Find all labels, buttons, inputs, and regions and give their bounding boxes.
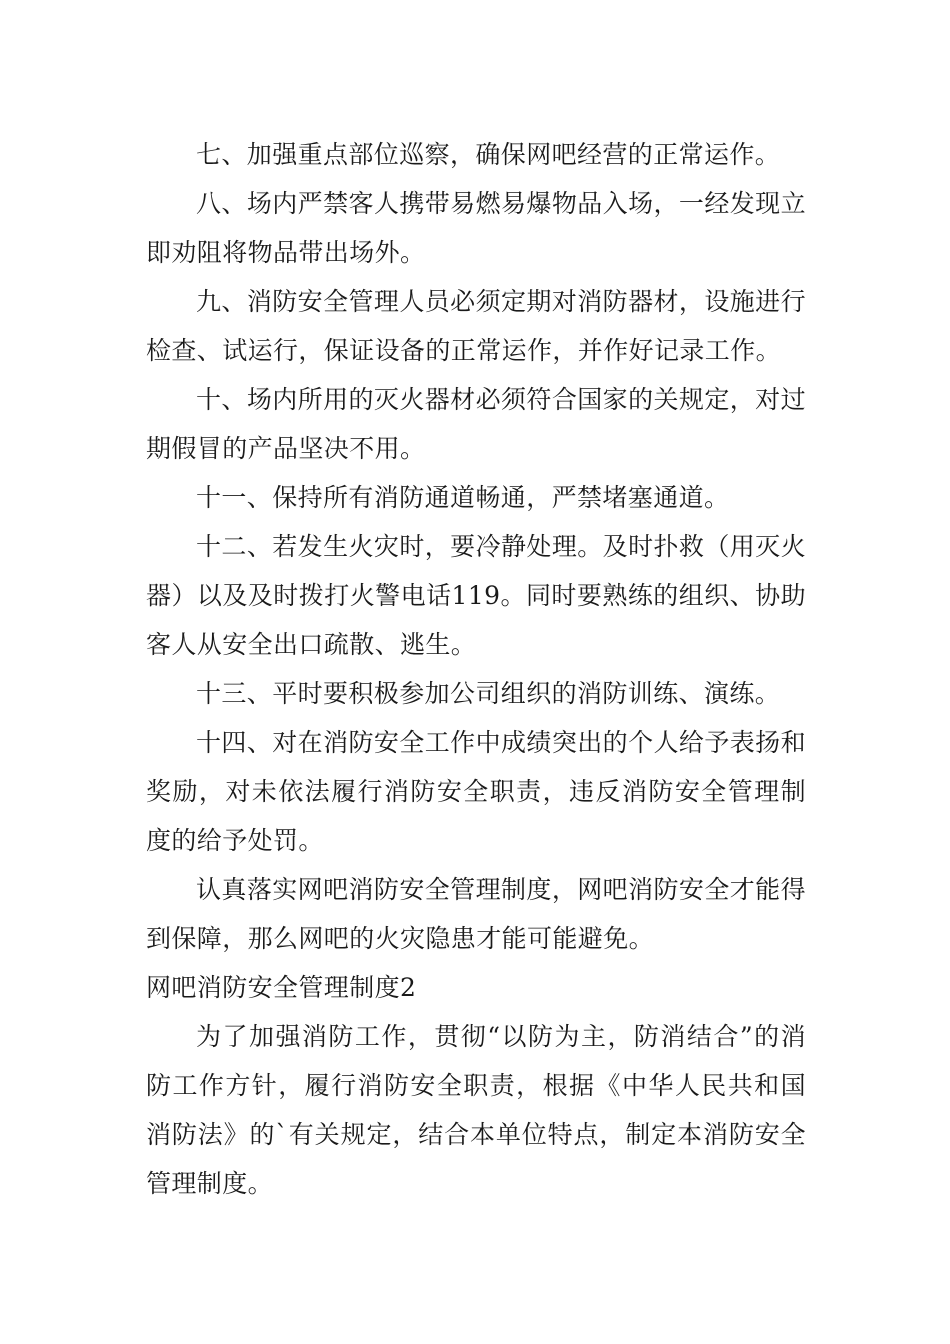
- intro-paragraph: 为了加强消防工作，贯彻“以防为主，防消结合”的消防工作方针，履行消防安全职责，根据《中华人民共和国消防法》的`有关规定，结合本单位特点，制定本消防安全管理制度。: [146, 1022, 806, 1198]
- paragraph-item-11: 十一、保持所有消防通道畅通，严禁堵塞通道。: [196, 483, 730, 512]
- closing-paragraph: 认真落实网吧消防安全管理制度，网吧消防安全才能得到保障，那么网吧的火灾隐患才能可能避免。: [146, 875, 806, 953]
- paragraph-item-10: 十、场内所用的灭火器材必须符合国家的关规定，对过期假冒的产品坚决不用。: [146, 385, 806, 463]
- paragraph-item-13: 十三、平时要积极参加公司组织的消防训练、演练。: [196, 679, 781, 708]
- paragraph-item-14: 十四、对在消防安全工作中成绩突出的个人给予表扬和奖励，对未依法履行消防安全职责，违反消防安全管理制度的给予处罚。: [146, 728, 806, 855]
- document-body: [146, 130, 806, 1208]
- paragraph-item-7: 七、加强重点部位巡察，确保网吧经营的正常运作。: [196, 140, 781, 169]
- paragraph-item-9: 九、消防安全管理人员必须定期对消防器材，设施进行检查、试运行，保证设备的正常运作，并作好记录工作。: [146, 287, 806, 365]
- paragraph-item-12: 十二、若发生火灾时，要冷静处理。及时扑救（用灭火器）以及及时拨打火警电话119。同时要熟练的组织、协助客人从安全出口疏散、逃生。: [146, 532, 806, 659]
- section-title: 网吧消防安全管理制度2: [146, 973, 417, 1002]
- paragraph-item-8: 八、场内严禁客人携带易燃易爆物品入场，一经发现立即劝阻将物品带出场外。: [146, 189, 806, 267]
